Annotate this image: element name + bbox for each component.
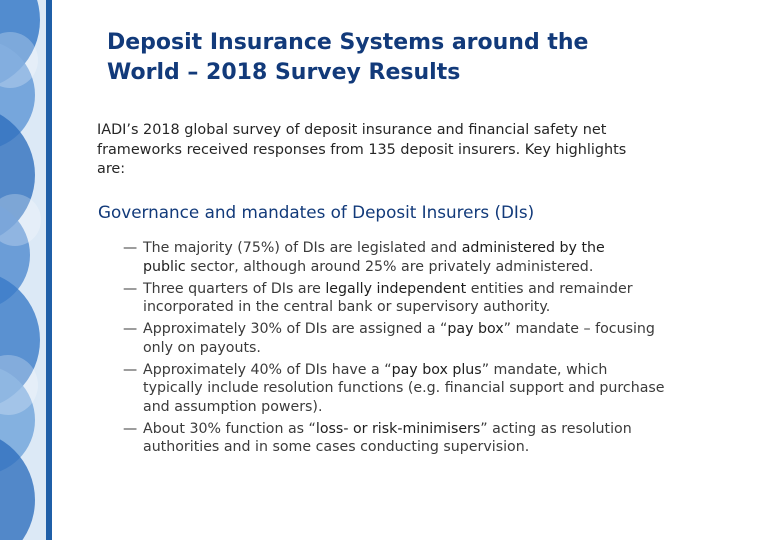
- bullet-line: only on payouts.: [143, 339, 261, 356]
- bullet-line: [143, 320, 763, 339]
- bullet-text: Three quarters of DIs are: [143, 280, 326, 297]
- bullet-line: [143, 361, 763, 380]
- intro-line-2: frameworks received responses from 135 deposit insurers. Key highlights: [97, 141, 627, 158]
- highlights-list: [123, 239, 763, 460]
- intro-line-3: are:: [97, 161, 126, 177]
- intro-paragraph: [97, 121, 757, 180]
- title-line-2: World – 2018 Survey Results: [107, 60, 461, 85]
- bullet-text: Approximately 40% of DIs have a “: [143, 361, 392, 378]
- bullet-line: and assumption powers).: [143, 398, 323, 415]
- bullet-highlight: legally independent: [325, 280, 467, 297]
- bullet-dash: —: [123, 240, 138, 256]
- bullet-highlight: loss- or risk-minimisers: [315, 420, 481, 437]
- bullet-highlight: administered by the: [461, 240, 605, 256]
- bullet-item: [123, 420, 763, 457]
- bullet-line: incorporated in the central bank or supervisory authority.: [143, 299, 551, 316]
- bullet-dash: —: [123, 361, 138, 378]
- side-band-graphic: [0, 0, 52, 540]
- bullet-dash: —: [123, 420, 138, 437]
- bullet-line: typically include resolution functions (e.g. financial support and purchase: [143, 380, 665, 397]
- bullet-line: [143, 239, 763, 258]
- bullet-text: About 30% function as “: [143, 420, 316, 437]
- bullet-text: ” acting as resolution: [480, 420, 632, 437]
- bullet-text: Approximately 30% of DIs are assigned a “: [143, 321, 448, 338]
- bullet-dash: —: [123, 321, 138, 338]
- intro-line-1: IADI’s 2018 global survey of deposit insurance and financial safety net: [97, 122, 607, 138]
- bullet-item: [123, 361, 763, 417]
- bullet-text: sector, although around 25% are privately administered.: [185, 258, 594, 275]
- bullet-line: [143, 420, 763, 439]
- slide-title: [107, 28, 747, 88]
- bullet-line: authorities and in some cases conducting supervision.: [143, 439, 530, 456]
- decorative-side-band: [0, 0, 52, 540]
- bullet-item: [123, 320, 763, 357]
- section-subheading: Governance and mandates of Deposit Insurers (DIs): [98, 202, 535, 222]
- bullet-text: ” mandate, which: [481, 361, 608, 378]
- bullet-line: [143, 280, 763, 299]
- bullet-text: entities and remainder: [466, 280, 633, 297]
- bullet-dash: —: [123, 280, 138, 297]
- bullet-text: The majority (75%) of DIs are legislated and: [143, 240, 462, 256]
- bullet-item: [123, 280, 763, 317]
- bullet-text: ” mandate – focusing: [503, 321, 655, 338]
- bullet-line: [143, 258, 763, 277]
- bullet-highlight: public: [143, 258, 186, 275]
- bullet-highlight: pay box plus: [391, 361, 482, 378]
- title-line-1: Deposit Insurance Systems around the: [107, 30, 589, 55]
- bullet-highlight: pay box: [447, 321, 504, 338]
- bullet-item: [123, 239, 763, 276]
